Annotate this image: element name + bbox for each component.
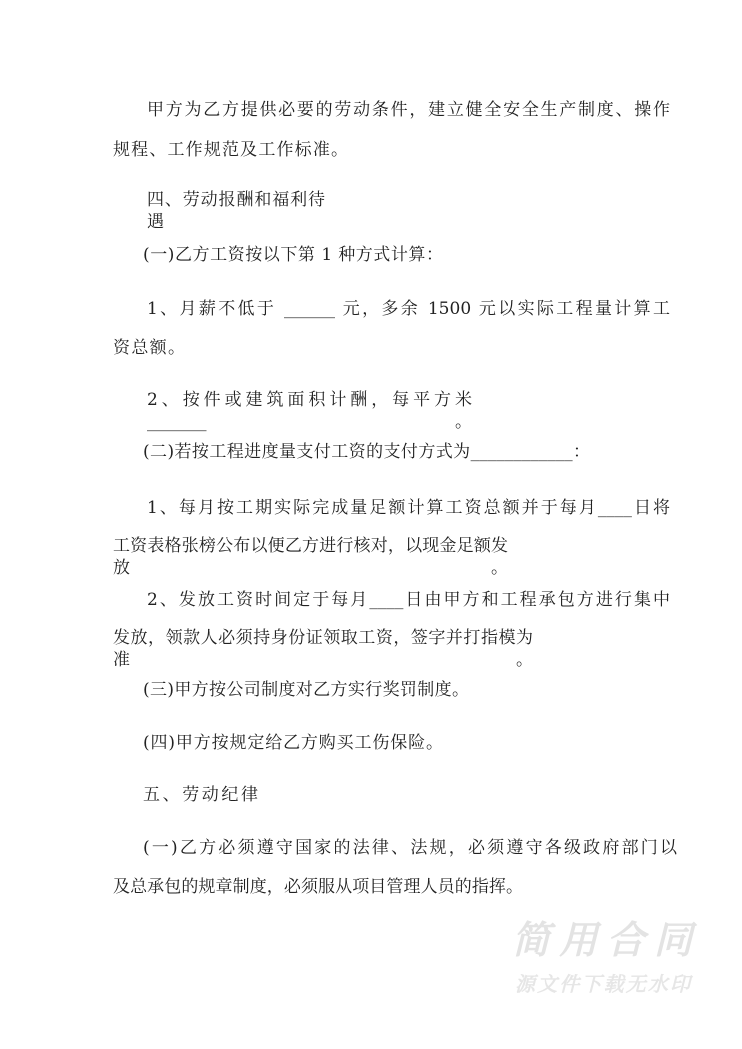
paragraph-line: 及总承包的规章制度，必须服从项目管理人员的指挥。 [113, 877, 523, 897]
paragraph-line: 规程、工作规范及工作标准。 [113, 140, 348, 160]
paragraph-line: 1、每月按工期实际完成量足额计算工资总额并于每月____日将 [147, 498, 670, 518]
watermark-subtitle: 源文件下载无水印 [515, 972, 690, 996]
paragraph-line: 工资表格张榜公布以便乙方进行核对，以现金足额发放。 [113, 536, 508, 578]
paragraph-line: (四)甲方按规定给乙方购买工伤保险。 [143, 733, 443, 753]
paragraph-line: (一)乙方必须遵守国家的法律、法规，必须遵守各级政府部门以 [143, 838, 677, 858]
paragraph-line: 资总额。 [113, 338, 185, 358]
paragraph-line: 甲方为乙方提供必要的劳动条件，建立健全安全生产制度、操作 [147, 100, 670, 120]
paragraph-line: 2、发放工资时间定于每月____日由甲方和工程承包方进行集中 [147, 590, 670, 610]
paragraph-line: 发放，领款人必须持身份证领取工资，签字并打指模为准。 [113, 628, 533, 670]
paragraph-line: (三)甲方按公司制度对乙方实行奖罚制度。 [143, 680, 469, 700]
paragraph-line: (二)若按工程进度量支付工资的支付方式为____________： [143, 442, 590, 462]
watermark-logo: 简用合同 [512, 918, 692, 962]
section-heading: 五、劳动纪律 [143, 785, 258, 805]
section-heading: 四、劳动报酬和福利待遇 [147, 190, 325, 232]
paragraph-line: 1、月薪不低于 ______ 元，多余 1500 元以实际工程量计算工 [147, 299, 670, 319]
paragraph-line: 2、按件或建筑面积计酬，每平方米_______。 [147, 390, 472, 432]
paragraph-line: (一)乙方工资按以下第 1 种方式计算： [143, 245, 443, 265]
